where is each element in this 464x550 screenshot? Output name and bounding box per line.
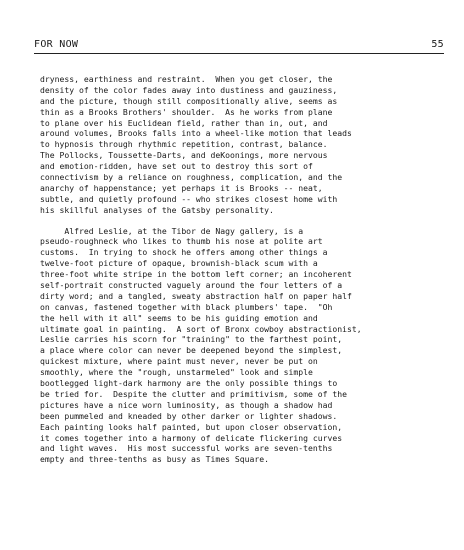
text-line: customs. In trying to shock he offers among other things a bbox=[40, 247, 328, 258]
page-number: 55 bbox=[431, 39, 444, 50]
paragraph bbox=[40, 74, 440, 216]
text-line: anarchy of happenstance; yet perhaps it is Brooks -- neat, bbox=[40, 182, 323, 193]
text-line: quickest mixture, where paint must never, never be put on bbox=[40, 356, 318, 367]
body-text bbox=[40, 74, 440, 465]
text-line: to plane over his Euclidean field, rather than in, out, and bbox=[40, 117, 328, 128]
text-line: a place where color can never be deepened beyond the simplest, bbox=[40, 345, 343, 356]
text-line: around volumes, Brooks falls into a wheel-like motion that leads bbox=[40, 128, 352, 139]
text-line: smoothly, where the "rough, unstarmeled" look and simple bbox=[40, 367, 313, 378]
text-line: bootlegged light-dark harmony are the only possible things to bbox=[40, 378, 338, 389]
text-line: subtle, and quietly profound -- who strikes closest home with bbox=[40, 193, 338, 204]
text-line: ultimate goal in painting. A sort of Bronx cowboy abstractionist, bbox=[40, 323, 362, 334]
text-line: been pummeled and kneaded by other darker or lighter shadows. bbox=[40, 410, 338, 421]
text-line: twelve-foot picture of opaque, brownish-black scum with a bbox=[40, 258, 318, 269]
text-line: empty and three-tenths as busy as Times Square. bbox=[40, 454, 270, 465]
text-line: thin as a Brooks Brothers' shoulder. As he works from plane bbox=[40, 106, 333, 117]
text-line: to hypnosis through rhythmic repetition, contrast, balance. bbox=[40, 139, 328, 150]
text-line: dryness, earthiness and restraint. When you get closer, the bbox=[40, 74, 333, 84]
text-line: the hell with it all" seems to be his guiding emotion and bbox=[40, 312, 318, 323]
text-line: The Pollocks, Toussette-Darts, and deKoonings, more nervous bbox=[40, 150, 328, 161]
running-header bbox=[34, 39, 444, 53]
header-rule bbox=[34, 53, 444, 54]
text-line: three-foot white stripe in the bottom left corner; an incoherent bbox=[40, 269, 352, 280]
text-line: and emotion-ridden, have set out to destroy this sort of bbox=[40, 161, 313, 172]
text-line: be tried for. Despite the clutter and primitivism, some of the bbox=[40, 388, 347, 399]
text-line: dirty word; and a tangled, sweaty abstraction half on paper half bbox=[40, 290, 352, 301]
text-line: pseudo-roughneck who likes to thumb his nose at polite art bbox=[40, 236, 323, 247]
text-line: pictures have a nice worn luminosity, as though a shadow had bbox=[40, 399, 333, 410]
text-line: Leslie carries his scorn for "training" to the farthest point, bbox=[40, 334, 343, 345]
text-line: and light waves. His most successful works are seven-tenths bbox=[40, 443, 333, 454]
text-line: Each painting looks half painted, but upon closer observation, bbox=[40, 421, 343, 432]
text-line: his skillful analyses of the Gatsby personality. bbox=[40, 204, 274, 215]
text-line: and the picture, though still compositionally alive, seems as bbox=[40, 95, 338, 106]
running-title: FOR NOW bbox=[34, 39, 79, 50]
text-line: on canvas, fastened together with black plumbers' tape. "Oh bbox=[40, 301, 333, 312]
text-line: density of the color fades away into dustiness and gauziness, bbox=[40, 84, 338, 95]
paragraph-gap bbox=[40, 216, 440, 226]
text-line: Alfred Leslie, at the Tibor de Nagy gallery, is a bbox=[40, 225, 304, 236]
text-line: it comes together into a harmony of delicate flickering curves bbox=[40, 432, 343, 443]
text-line: self-portrait constructed vaguely around the four letters of a bbox=[40, 280, 343, 291]
paragraph bbox=[40, 226, 440, 466]
text-line: connectivism by a reliance on roughness, complication, and the bbox=[40, 172, 343, 183]
